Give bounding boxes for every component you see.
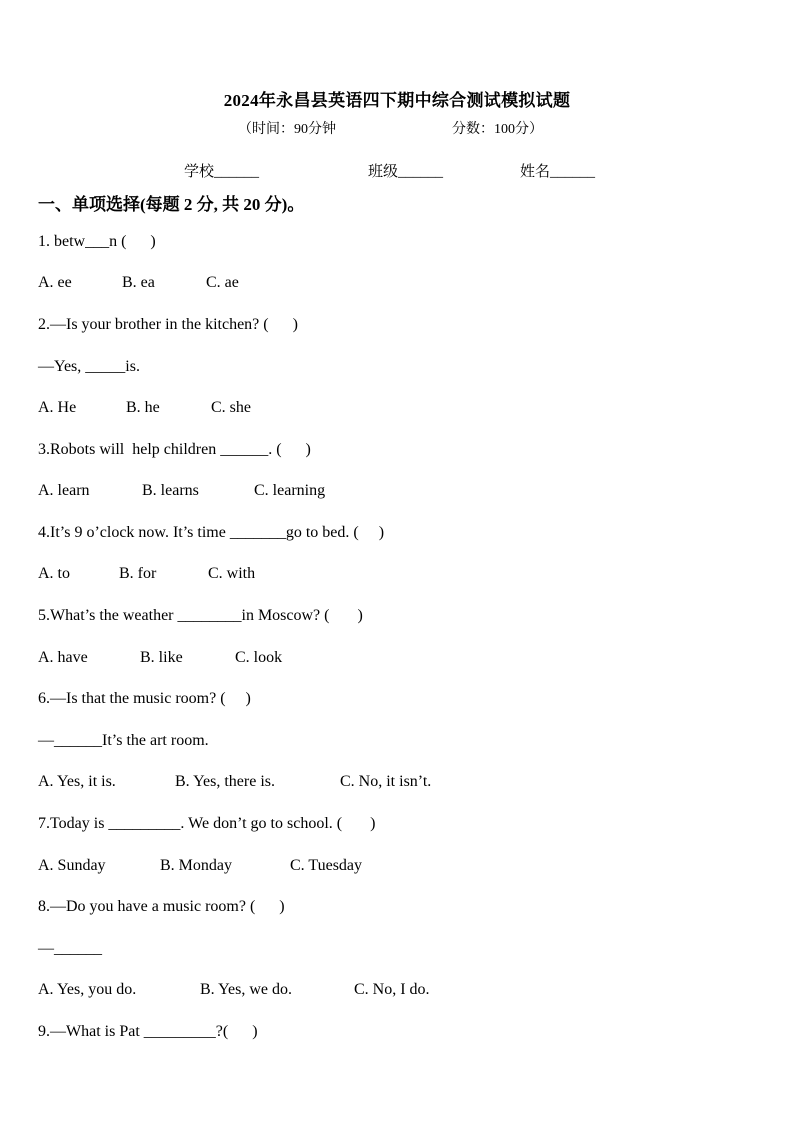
option-b: B. like xyxy=(140,649,183,666)
option-a: A. Yes, it is. xyxy=(38,773,116,790)
option-b: B. Monday xyxy=(160,857,232,874)
options-7 xyxy=(38,857,362,875)
option-c: C. with xyxy=(208,565,256,582)
option-b: B. Yes, we do. xyxy=(200,981,293,998)
options-6 xyxy=(38,773,431,791)
options-2 xyxy=(38,399,251,417)
option-a: A. learn xyxy=(38,482,90,499)
option-a: A. Yes, you do. xyxy=(38,981,137,998)
question-3: 3.Robots will help children ______. ( ) xyxy=(38,441,311,458)
option-a: A. He xyxy=(38,399,77,416)
option-b: B. learns xyxy=(142,482,199,499)
question-2-answer-line: —Yes, _____is. xyxy=(38,358,140,375)
option-a: A. ee xyxy=(38,274,72,291)
question-8: 8.—Do you have a music room? ( ) xyxy=(38,898,285,915)
question-7: 7.Today is _________. We don’t go to school. ( ) xyxy=(38,815,376,832)
option-b: B. for xyxy=(119,565,157,582)
option-c: C. learning xyxy=(254,482,326,499)
question-4: 4.It’s 9 o’clock now. It’s time _______go to bed. ( ) xyxy=(38,524,385,541)
options-1 xyxy=(38,274,239,292)
option-b: B. Yes, there is. xyxy=(175,773,276,790)
option-c: C. she xyxy=(211,399,251,416)
options-8 xyxy=(38,981,430,999)
question-2: 2.—Is your brother in the kitchen? ( ) xyxy=(38,316,298,333)
exam-score: 分数：100分） xyxy=(452,122,543,137)
question-5: 5.What’s the weather ________in Moscow? ( ) xyxy=(38,607,363,624)
option-a: A. to xyxy=(38,565,70,582)
option-c: C. No, I do. xyxy=(354,981,430,998)
question-8-answer-line: —______ xyxy=(38,940,102,957)
question-6-answer-line: —______It’s the art room. xyxy=(38,732,209,749)
option-c: C. look xyxy=(235,649,283,666)
option-c: C. Tuesday xyxy=(290,857,363,874)
section-heading: 一、单项选择(每题 2 分, 共 20 分)。 xyxy=(38,195,305,214)
page-title: 2024年永昌县英语四下期中综合测试模拟试题 xyxy=(223,91,571,110)
options-3 xyxy=(38,482,325,500)
option-c: C. ae xyxy=(206,274,239,291)
question-6: 6.—Is that the music room? ( ) xyxy=(38,690,251,707)
option-a: A. Sunday xyxy=(38,857,106,874)
option-b: B. he xyxy=(126,399,160,416)
name-field: 姓名______ xyxy=(520,164,596,180)
options-5 xyxy=(38,649,282,667)
exam-time: （时间：90分钟 xyxy=(238,122,336,137)
option-a: A. have xyxy=(38,649,88,666)
class-field: 班级______ xyxy=(368,164,444,180)
options-4 xyxy=(38,565,255,583)
question-9: 9.—What is Pat _________?( ) xyxy=(38,1023,258,1040)
option-c: C. No, it isn’t. xyxy=(340,773,432,790)
question-1: 1. betw___n ( ) xyxy=(38,233,156,250)
option-b: B. ea xyxy=(122,274,155,291)
school-field: 学校______ xyxy=(184,164,260,180)
